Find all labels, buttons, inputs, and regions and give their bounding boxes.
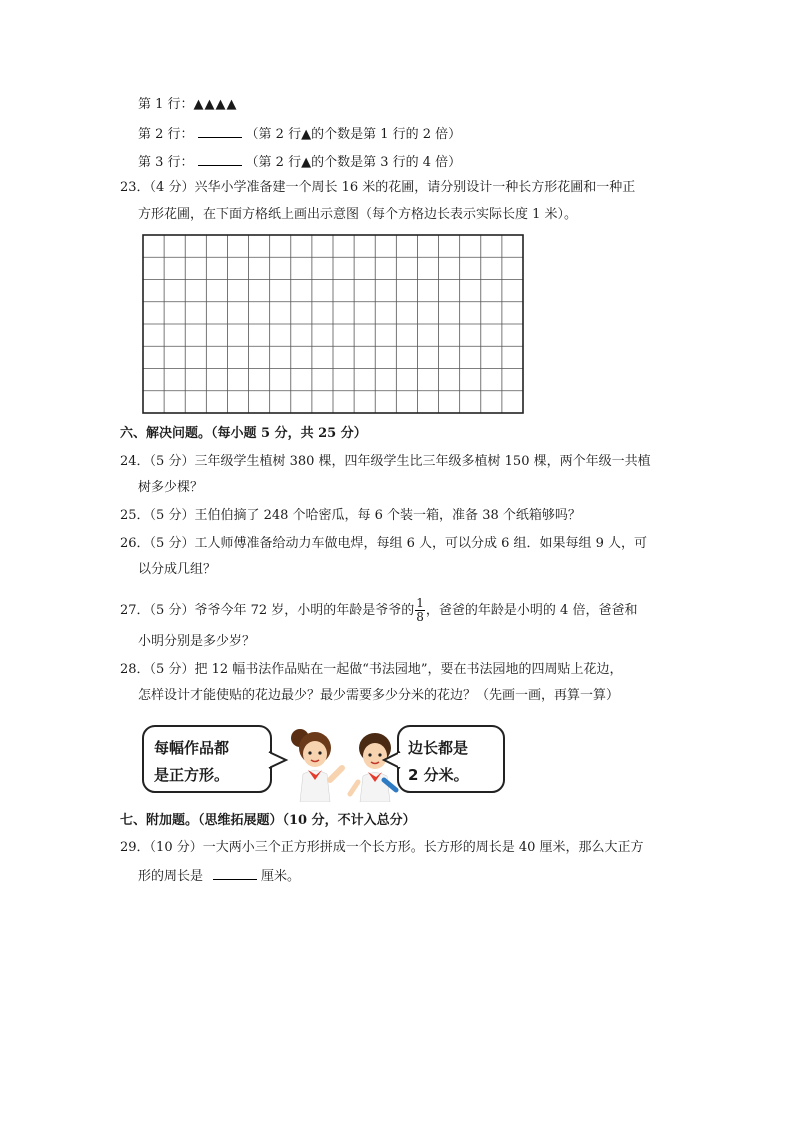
question-28-line-1: 28．（5 分）把 12 幅书法作品贴在一起做“书法园地”，要在书法园地的四周贴上花边，: [120, 662, 623, 677]
girl-icon: [291, 729, 342, 802]
question-27-line-1: [120, 597, 637, 625]
row-1: [138, 96, 238, 114]
section-7-title: 七、附加题。（思维拓展题）（10 分，不计入总分）: [120, 813, 416, 828]
question-23-line-1: 23．（4 分）兴华小学准备建一个周长 16 米的花圃，请分别设计一种长方形花圃和一种正: [120, 180, 636, 195]
speech-bubble-left: [143, 726, 286, 792]
question-27-text-b: ，爸爸的年龄是小明的 4 倍，爸爸和: [425, 603, 638, 618]
grid-paper[interactable]: [142, 234, 524, 414]
row-2-answer-blank[interactable]: [198, 124, 242, 138]
bubble-right-line-1: 边长都是: [408, 739, 469, 757]
question-24-line-1: 24．（5 分）三年级学生植树 380 棵，四年级学生比三年级多植树 150 棵，两个年级一共植: [120, 454, 651, 469]
question-29-text-b: 厘米。: [261, 869, 301, 884]
question-28-line-2: 怎样设计才能使贴的花边最少？最少需要多少分米的花边？（先画一画，再算一算）: [138, 688, 620, 703]
question-29-line-2: [138, 866, 300, 886]
question-29-line-1: 29．（10 分）一大两小三个正方形拼成一个长方形。长方形的周长是 40 厘米，那么大正方: [120, 840, 644, 855]
speech-bubble-right: [384, 726, 504, 792]
fraction-one-eighth: [415, 597, 425, 624]
fraction-numerator: 1: [416, 596, 424, 610]
question-26-line-2: 以分成几组？: [138, 562, 217, 577]
section-6-title: 六、解决问题。（每小题 5 分，共 25 分）: [120, 426, 367, 441]
question-27-line-2: 小明分别是多少岁？: [138, 634, 256, 649]
row-3-note: （第 2 行▲的个数是第 3 行的 4 倍）: [245, 155, 462, 170]
question-27-text-a: 27．（5 分）爷爷今年 72 岁，小明的年龄是爷爷的: [120, 603, 415, 618]
row-2-label: 第 2 行：: [138, 127, 194, 142]
bubble-left-line-2: 是正方形。: [154, 766, 230, 784]
bubble-left-line-1: 每幅作品都: [154, 739, 230, 757]
row-3-answer-blank[interactable]: [198, 152, 242, 166]
question-29-answer-blank[interactable]: [213, 866, 257, 880]
illustration-two-children: [140, 720, 508, 802]
row-2-note: （第 2 行▲的个数是第 1 行的 2 倍）: [245, 127, 462, 142]
row-1-label: 第 1 行：: [138, 97, 194, 112]
question-26-line-1: 26．（5 分）工人师傅准备给动力车做电焊，每组 6 人，可以分成 6 组．如果每组 9 人，可: [120, 536, 648, 551]
boy-icon: [350, 733, 396, 802]
question-25-line-1: 25．（5 分）王伯伯摘了 248 个哈密瓜，每 6 个装一箱，准备 38 个纸箱够吗？: [120, 508, 581, 523]
fraction-denominator: 8: [416, 610, 424, 624]
question-29-text-a: 形的周长是: [138, 869, 204, 884]
question-24-line-2: 树多少棵？: [138, 480, 204, 495]
row-3: [138, 152, 461, 172]
bubble-right-line-2: 2 分米。: [408, 766, 469, 784]
question-23-line-2: 方形花圃，在下面方格纸上画出示意图（每个方格边长表示实际长度 1 米）。: [138, 207, 578, 222]
triangle-symbols: ▲▲▲▲: [193, 97, 238, 112]
row-3-label: 第 3 行：: [138, 155, 194, 170]
row-2: [138, 124, 461, 144]
